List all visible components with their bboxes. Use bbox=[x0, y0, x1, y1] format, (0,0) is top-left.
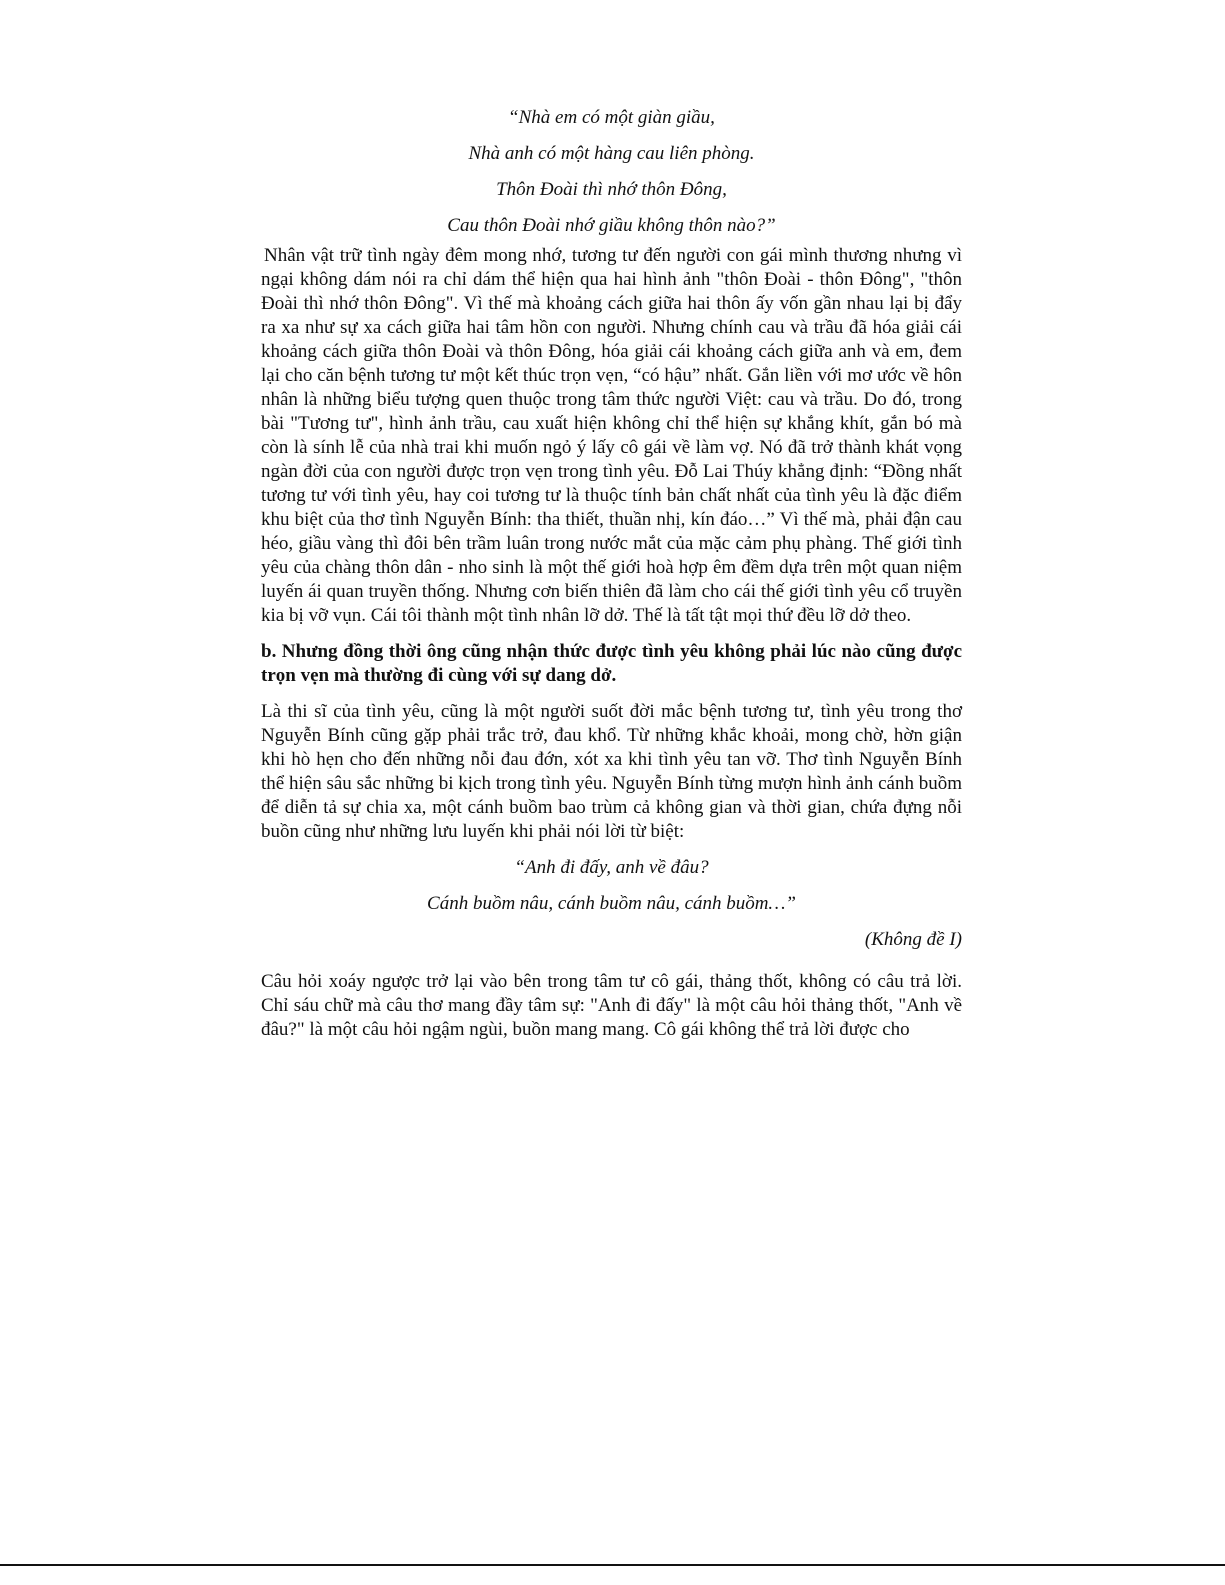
poem-citation: (Không đề I) bbox=[864, 929, 962, 950]
page-bottom-rule bbox=[0, 1564, 1225, 1566]
verse-line: Thôn Đoài thì nhớ thôn Đông, bbox=[496, 179, 727, 200]
verse-line: “Nhà em có một giàn giầu, bbox=[508, 107, 715, 128]
body-paragraph-1: Nhân vật trữ tình ngày đêm mong nhớ, tương tư đến người con gái mình thương nhưng vì ngại không dám nói ra chỉ dám thể hiện qua hai hình ảnh "thôn Đoài - thôn Đông", "thôn Đoài thì nhớ thôn Đông". Vì thế mà khoảng cách giữa hai thôn ấy vốn gần nhau lại bị đẩy ra xa như sự xa cách giữa hai tâm hồn con người. Nhưng chính cau và trầu đã hóa giải cái khoảng cách giữa thôn Đoài và thôn Đông, hóa giải cái khoảng cách giữa anh và em, đem lại cho căn bệnh tương tư một kết thúc trọn vẹn, “có hậu” nhất. Gắn liền với mơ ước về hôn nhân là những biểu tượng quen thuộc trong tâm thức người Việt: cau và trầu. Do đó, trong bài "Tương tư", hình ảnh trầu, cau xuất hiện không chỉ thể hiện sự khắng khít, gắn bó mà còn là sính lễ của nhà trai khi muốn ngỏ ý lấy cô gái về làm vợ. Nó đã trở thành khát vọng ngàn đời của con người được trọn vẹn trong tình yêu. Đỗ Lai Thúy khẳng định: “Đồng nhất tương tư với tình yêu, hay coi tương tư là thuộc tính bản chất nhất của tình yêu là đặc điểm khu biệt của thơ tình Nguyễn Bính: tha thiết, thuần nhị, kín đáo…” Vì thế mà, phải đận cau héo, giầu vàng thì đôi bên trầm luân trong nước mắt của mặc cảm phụ phàng. Thế giới tình yêu của chàng thôn dân - nho sinh là một thế giới hoà hợp êm đềm dựa trên một quan niệm luyến ái quan truyền thống. Nhưng cơn biến thiên đã làm cho cái thế giới tình yêu cổ truyền kia bị vỡ vụn. Cái tôi thành một tình nhân lỡ dở. Thế là tất tật mọi thứ đều lỡ dở theo. bbox=[261, 245, 962, 626]
verse-block-2 bbox=[261, 856, 962, 916]
page-content bbox=[261, 106, 962, 1054]
verse-line: Cánh buồm nâu, cánh buồm nâu, cánh buồm…” bbox=[427, 893, 796, 914]
body-paragraph-2: Là thi sĩ của tình yêu, cũng là một người suốt đời mắc bệnh tương tư, tình yêu trong thơ Nguyễn Bính cũng gặp phải trắc trở, đau khổ. Từ những khắc khoải, mong chờ, hờn giận khi hò hẹn cho đến những nỗi đau đớn, xót xa khi tình yêu tan vỡ. Thơ tình Nguyễn Bính thể hiện sâu sắc những bi kịch trong tình yêu. Nguyễn Bính từng mượn hình ảnh cánh buồm để diễn tả sự chia xa, một cánh buồm bao trùm cả không gian và thời gian, chứa đựng nỗi buồn cũng như những lưu luyến khi phải nói lời từ biệt: bbox=[261, 701, 962, 842]
verse-line: “Anh đi đấy, anh về đâu? bbox=[514, 857, 709, 878]
section-heading-b: b. Nhưng đồng thời ông cũng nhận thức được tình yêu không phải lúc nào cũng được trọn vẹn mà thường đi cùng với sự dang dở. bbox=[261, 641, 962, 686]
verse-line: Cau thôn Đoài nhớ giầu không thôn nào?” bbox=[447, 215, 776, 236]
verse-block-1 bbox=[261, 106, 962, 238]
verse-line: Nhà anh có một hàng cau liên phòng. bbox=[468, 143, 755, 164]
body-paragraph-3: Câu hỏi xoáy ngược trở lại vào bên trong tâm tư cô gái, thảng thốt, không có câu trả lời. Chỉ sáu chữ mà câu thơ mang đầy tâm sự: "Anh đi đấy" là một câu hỏi thảng thốt, "Anh về đâu?" là một câu hỏi ngậm ngùi, buồn mang mang. Cô gái không thể trả lời được cho bbox=[261, 971, 962, 1040]
